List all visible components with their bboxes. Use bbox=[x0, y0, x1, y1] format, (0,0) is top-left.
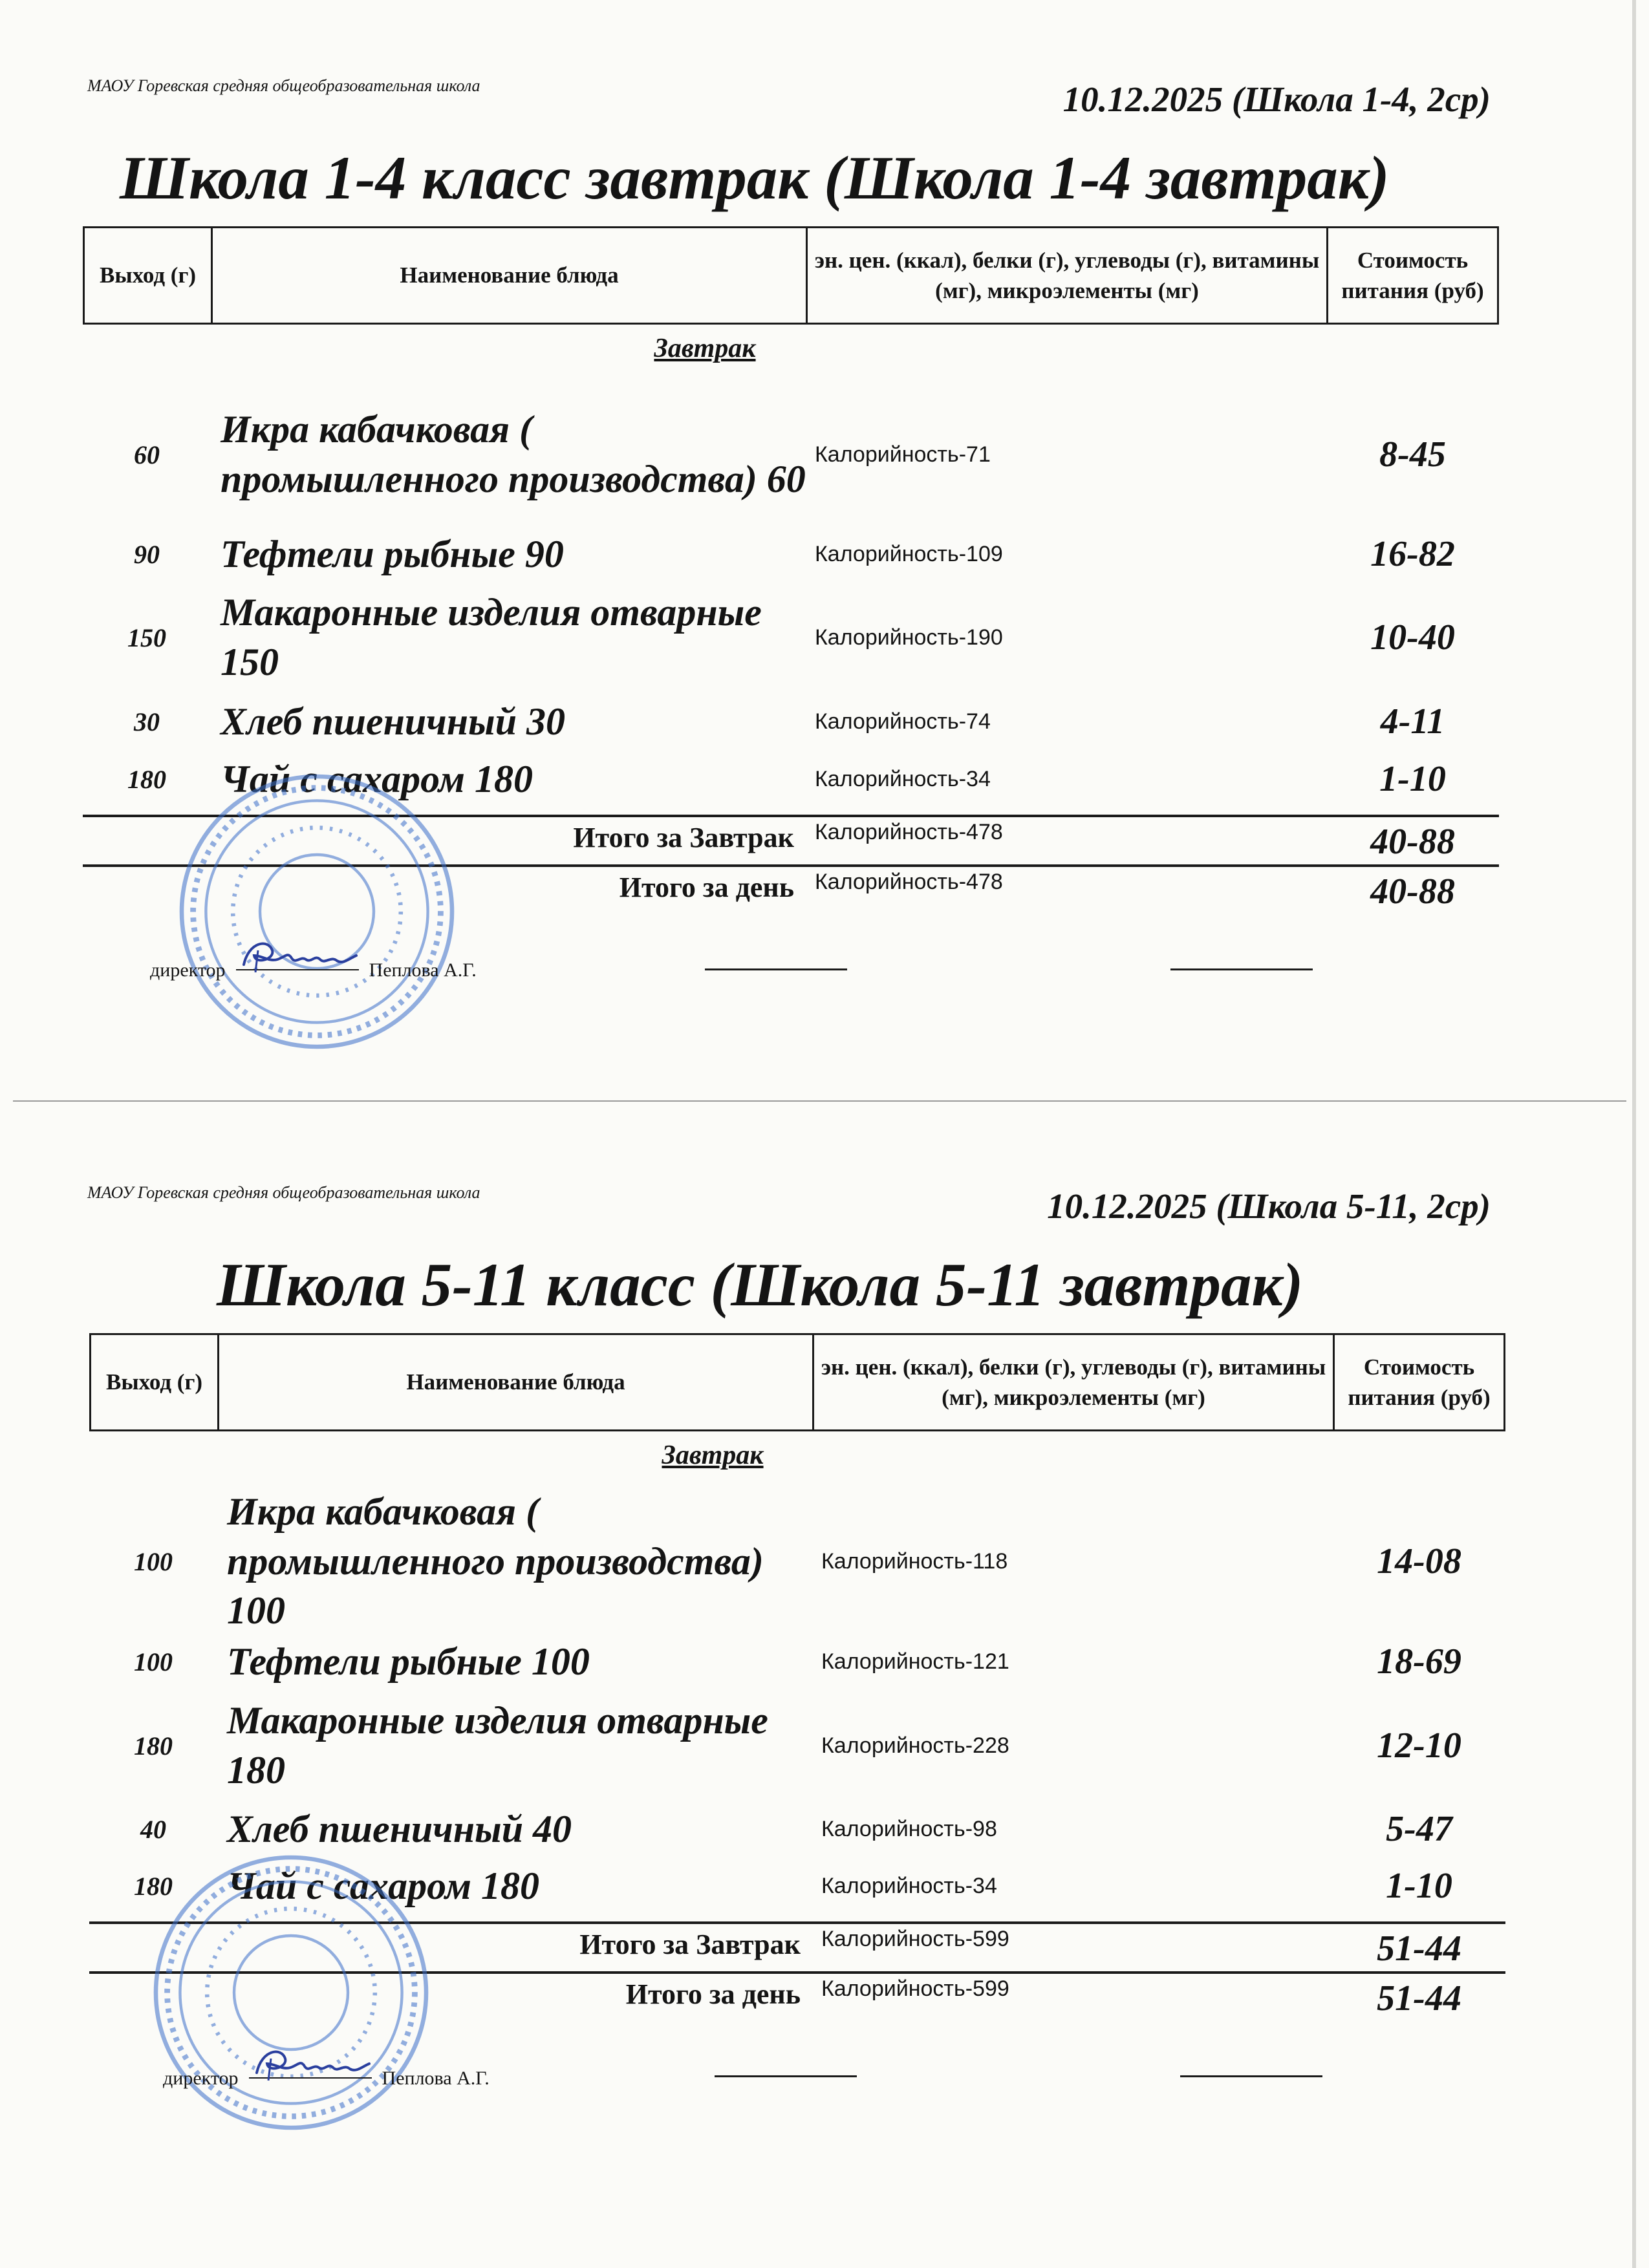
row-dish: Тефтели рыбные 100 bbox=[227, 1640, 590, 1683]
row-price: 1-10 bbox=[1386, 1866, 1452, 1906]
row-weight: 30 bbox=[134, 707, 160, 736]
row-price: 10-40 bbox=[1370, 617, 1455, 658]
handwritten-signature bbox=[230, 936, 365, 981]
row-kcal: Калорийность-109 bbox=[815, 541, 1003, 566]
row-dish: Икра кабачковая ( промышленного производства) 60 bbox=[221, 408, 806, 500]
total-meal-price: 51-44 bbox=[1377, 1929, 1461, 1969]
row-price: 18-69 bbox=[1377, 1642, 1461, 1682]
header-name: Наименование блюда bbox=[213, 228, 808, 323]
table-row bbox=[83, 693, 1499, 750]
section-title: Завтрак bbox=[654, 334, 756, 363]
blank-line bbox=[715, 2075, 857, 2077]
row-price: 5-47 bbox=[1386, 1809, 1452, 1849]
row-dish: Макаронные изделия отварные 150 bbox=[221, 591, 762, 683]
row-weight: 180 bbox=[127, 764, 166, 794]
section-title: Завтрак bbox=[662, 1440, 764, 1470]
total-day-label: Итого за день bbox=[619, 872, 794, 903]
row-dish: Икра кабачковая ( промышленного производства) 100 bbox=[227, 1490, 764, 1632]
row-kcal: Калорийность-228 bbox=[821, 1733, 1009, 1758]
total-day-kcal: Калорийность-478 bbox=[815, 870, 1003, 894]
header-name: Наименование блюда bbox=[219, 1335, 814, 1429]
total-day-price: 51-44 bbox=[1377, 1978, 1461, 2018]
table-row bbox=[89, 1633, 1505, 1690]
menu-date: 10.12.2025 (Школа 5-11, 2ср) bbox=[1047, 1186, 1491, 1226]
row-dish: Чай с сахаром 180 bbox=[227, 1864, 539, 1907]
signature-line bbox=[163, 2044, 490, 2090]
row-dish: Чай с сахаром 180 bbox=[221, 757, 533, 800]
total-meal-price: 40-88 bbox=[1370, 822, 1455, 862]
menu-sheet-1 bbox=[0, 0, 1649, 1099]
row-weight: 180 bbox=[134, 1871, 173, 1901]
total-meal-label: Итого за Завтрак bbox=[579, 1929, 801, 1960]
header-nutrition: эн. цен. (ккал), белки (г), углеводы (г), витамины (мг), микроэлементы (мг) bbox=[814, 1335, 1335, 1429]
row-weight: 90 bbox=[134, 539, 160, 569]
header-weight: Выход (г) bbox=[85, 228, 213, 323]
total-meal-label: Итого за Завтрак bbox=[573, 822, 794, 853]
row-dish: Тефтели рыбные 90 bbox=[221, 532, 564, 575]
menu-rows bbox=[83, 383, 1499, 808]
table-header bbox=[83, 226, 1499, 325]
org-name: МАОУ Горевская средняя общеобразовательная школа bbox=[87, 76, 480, 95]
row-weight: 150 bbox=[127, 623, 166, 652]
row-weight: 40 bbox=[140, 1814, 166, 1844]
table-row bbox=[83, 582, 1499, 693]
table-row bbox=[83, 526, 1499, 582]
signature-role: директор bbox=[150, 959, 226, 981]
blank-line bbox=[705, 968, 847, 970]
row-kcal: Калорийность-98 bbox=[821, 1816, 997, 1841]
row-kcal: Калорийность-121 bbox=[821, 1649, 1009, 1674]
table-row bbox=[89, 1490, 1505, 1633]
blank-line bbox=[1180, 2075, 1322, 2077]
total-meal-kcal: Калорийность-599 bbox=[821, 1927, 1009, 1951]
header-weight: Выход (г) bbox=[91, 1335, 219, 1429]
row-weight: 180 bbox=[134, 1731, 173, 1760]
table-header bbox=[89, 1333, 1505, 1431]
row-kcal: Калорийность-34 bbox=[815, 766, 991, 791]
row-kcal: Калорийность-71 bbox=[815, 442, 991, 467]
total-meal-kcal: Калорийность-478 bbox=[815, 820, 1003, 844]
row-weight: 60 bbox=[134, 440, 160, 469]
row-price: 8-45 bbox=[1379, 434, 1446, 475]
header-price: Стоимость питания (руб) bbox=[1341, 247, 1484, 303]
row-dish: Макаронные изделия отварные 180 bbox=[227, 1699, 768, 1792]
header-price: Стоимость питания (руб) bbox=[1348, 1354, 1491, 1410]
total-day-kcal: Калорийность-599 bbox=[821, 1976, 1009, 2001]
row-dish: Хлеб пшеничный 30 bbox=[221, 700, 566, 743]
page-divider bbox=[13, 1100, 1626, 1102]
signature-role: директор bbox=[163, 2068, 239, 2089]
school-stamp bbox=[149, 1850, 433, 2135]
table-row bbox=[89, 1690, 1505, 1801]
row-price: 4-11 bbox=[1380, 701, 1445, 742]
row-kcal: Калорийность-190 bbox=[815, 625, 1003, 650]
menu-sheet-2 bbox=[0, 1107, 1649, 2206]
header-nutrition: эн. цен. (ккал), белки (г), углеводы (г), витамины (мг), микроэлементы (мг) bbox=[808, 228, 1328, 323]
handwritten-signature bbox=[242, 2044, 378, 2090]
table-row bbox=[89, 1801, 1505, 1857]
signature-name: Пеплова А.Г. bbox=[382, 2068, 490, 2089]
row-kcal: Калорийность-34 bbox=[821, 1873, 997, 1898]
row-kcal: Калорийность-74 bbox=[815, 709, 991, 734]
table-row bbox=[83, 383, 1499, 526]
row-price: 1-10 bbox=[1379, 759, 1446, 799]
menu-title: Школа 1-4 класс завтрак (Школа 1-4 завтрак) bbox=[120, 144, 1390, 212]
signature-line bbox=[150, 936, 477, 981]
total-day-label: Итого за день bbox=[625, 1978, 801, 2010]
total-day-price: 40-88 bbox=[1370, 872, 1455, 912]
signature-name: Пеплова А.Г. bbox=[369, 959, 477, 981]
row-price: 16-82 bbox=[1370, 534, 1455, 574]
row-kcal: Калорийность-118 bbox=[821, 1548, 1008, 1574]
row-weight: 100 bbox=[134, 1546, 173, 1576]
row-dish: Хлеб пшеничный 40 bbox=[227, 1807, 572, 1850]
org-name: МАОУ Горевская средняя общеобразовательная школа bbox=[87, 1183, 480, 1202]
row-price: 12-10 bbox=[1377, 1726, 1461, 1766]
menu-title: Школа 5-11 класс (Школа 5-11 завтрак) bbox=[217, 1250, 1304, 1319]
blank-line bbox=[1170, 968, 1313, 970]
row-weight: 100 bbox=[134, 1647, 173, 1676]
school-stamp bbox=[175, 769, 459, 1054]
menu-date: 10.12.2025 (Школа 1-4, 2ср) bbox=[1062, 80, 1491, 119]
row-price: 14-08 bbox=[1377, 1541, 1461, 1581]
